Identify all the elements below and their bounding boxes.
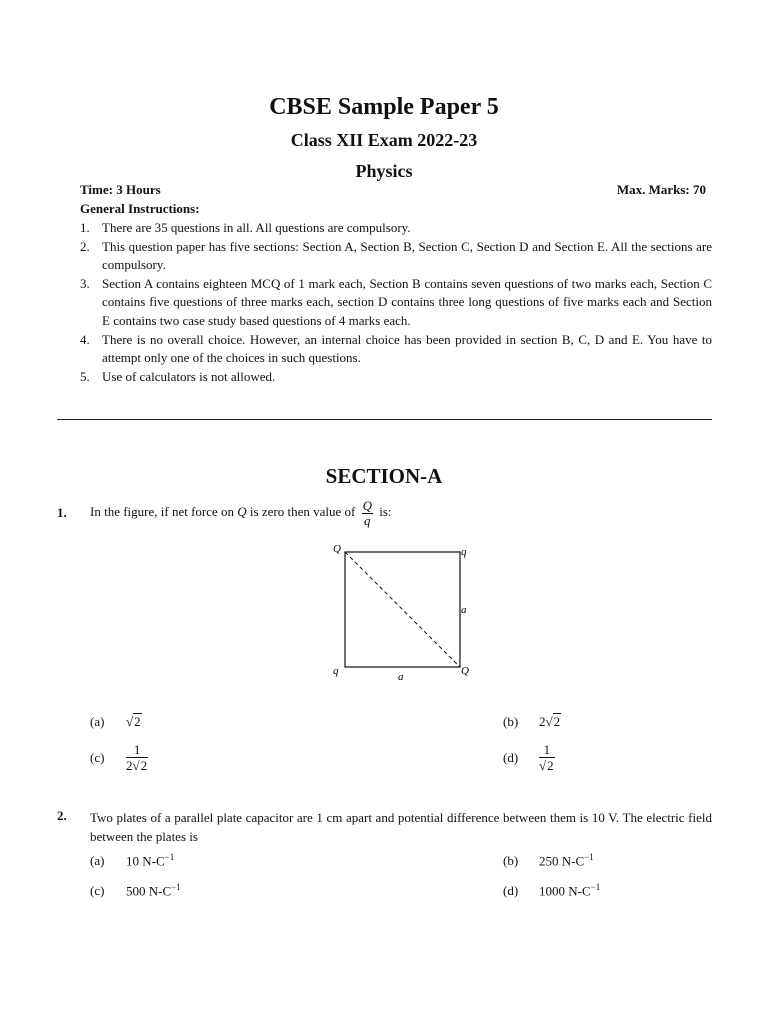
fraction-numerator: Q: [362, 497, 372, 513]
question-text-part: In the figure, if net force on: [90, 504, 235, 519]
option-d[interactable]: [503, 882, 600, 899]
option-value: 250 N-C: [539, 853, 585, 869]
question-text: [90, 498, 392, 528]
option-c[interactable]: [90, 882, 181, 899]
instructions-list: [80, 219, 712, 386]
instruction-item: [80, 275, 712, 331]
sqrt-expression: √2: [126, 714, 141, 729]
option-fraction: [539, 742, 555, 773]
fraction-denominator: 2√2: [126, 758, 148, 773]
option-label: (b): [503, 714, 519, 729]
option-c[interactable]: [90, 742, 148, 773]
label-top-right: q: [461, 546, 467, 558]
instruction-text: This question paper has five sections: Section A, Section B, Section C, Section D and Section E. All the sections are compulsory.: [102, 238, 712, 273]
instruction-number: 4.: [80, 331, 90, 347]
charge-symbol: Q: [237, 504, 247, 519]
question-text-part: is zero then value of: [249, 504, 356, 519]
ratio-fraction: [362, 499, 373, 528]
radicand: 2: [553, 714, 561, 729]
option-a[interactable]: [90, 714, 142, 730]
question-number: 2.: [57, 808, 67, 823]
coefficient: 2: [126, 758, 133, 773]
exponent: −1: [171, 882, 181, 892]
radicand: 2: [140, 758, 148, 773]
fraction-numerator: 1: [539, 742, 555, 758]
option-fraction: [126, 742, 148, 773]
instruction-item: [80, 331, 712, 368]
max-marks: Max. Marks: 70: [616, 182, 706, 197]
general-instructions-label: General Instructions:: [80, 201, 200, 216]
option-label: (c): [90, 749, 105, 765]
coefficient: 2: [539, 714, 546, 729]
instruction-text: There is no overall choice. However, an internal choice has been provided in section B, C, D and E. You have to attempt only one of the choices in such questions.: [102, 331, 712, 366]
instruction-item: [80, 238, 712, 275]
instruction-text: There are 35 questions in all. All questions are compulsory.: [102, 220, 411, 235]
option-label: (a): [90, 853, 105, 869]
fraction-numerator: 1: [126, 742, 148, 758]
section-heading: SECTION-A: [325, 464, 443, 488]
option-value: 500 N-C: [126, 883, 172, 899]
instruction-number: 2.: [80, 238, 90, 254]
exponent: −1: [164, 852, 175, 862]
option-label: (c): [90, 883, 105, 899]
option-label: (b): [503, 853, 519, 869]
option-label: (a): [90, 714, 105, 729]
exponent: −1: [584, 852, 594, 862]
subject-heading: Physics: [355, 161, 413, 181]
instruction-text: Section A contains eighteen MCQ of 1 mark each, Section B contains seven questions of two marks each, Section C contains five questions of three marks each, section D contains three long questions of five marks each and Section E contains two case study based questions of 4 marks each.: [102, 275, 712, 328]
option-d[interactable]: [503, 742, 555, 773]
instruction-number: 1.: [80, 220, 90, 235]
option-value: 10 N-C: [126, 853, 165, 869]
label-top-left: Q: [333, 543, 341, 555]
instruction-item: [80, 219, 712, 238]
paper-title: CBSE Sample Paper 5: [269, 94, 499, 120]
instruction-number: 5.: [80, 368, 90, 384]
option-value: 1000 N-C: [539, 883, 591, 899]
question-text-part: is:: [379, 504, 392, 519]
option-b[interactable]: [503, 852, 594, 869]
instruction-text: Use of calculators is not allowed.: [102, 368, 276, 384]
label-side-bottom: a: [398, 671, 404, 683]
instruction-number: 3.: [80, 275, 90, 291]
label-side-right: a: [461, 604, 467, 616]
instruction-item: [80, 368, 712, 387]
radicand: 2: [134, 714, 141, 729]
exponent: −1: [590, 882, 601, 892]
fraction-denominator: √2: [539, 758, 554, 773]
square-charge-figure: [325, 538, 475, 686]
question-text: Two plates of a parallel plate capacitor are 1 cm apart and potential difference between them is 10 V. The electric field between the plates is: [90, 810, 712, 844]
option-label: (d): [503, 883, 519, 899]
exam-subtitle: Class XII Exam 2022-23: [290, 130, 478, 150]
question-number: 1.: [57, 505, 67, 520]
option-label: (d): [503, 749, 519, 765]
label-bottom-right: Q: [461, 665, 469, 677]
time-allowed: Time: 3 Hours: [80, 182, 161, 197]
fraction-denominator: q: [364, 512, 371, 528]
divider: [57, 419, 712, 420]
sqrt-expression: √2: [545, 714, 561, 729]
option-a[interactable]: [90, 852, 174, 869]
radicand: 2: [547, 758, 554, 773]
label-bottom-left: q: [333, 665, 339, 677]
diagonal-line: [345, 552, 460, 667]
option-b[interactable]: [503, 714, 561, 730]
